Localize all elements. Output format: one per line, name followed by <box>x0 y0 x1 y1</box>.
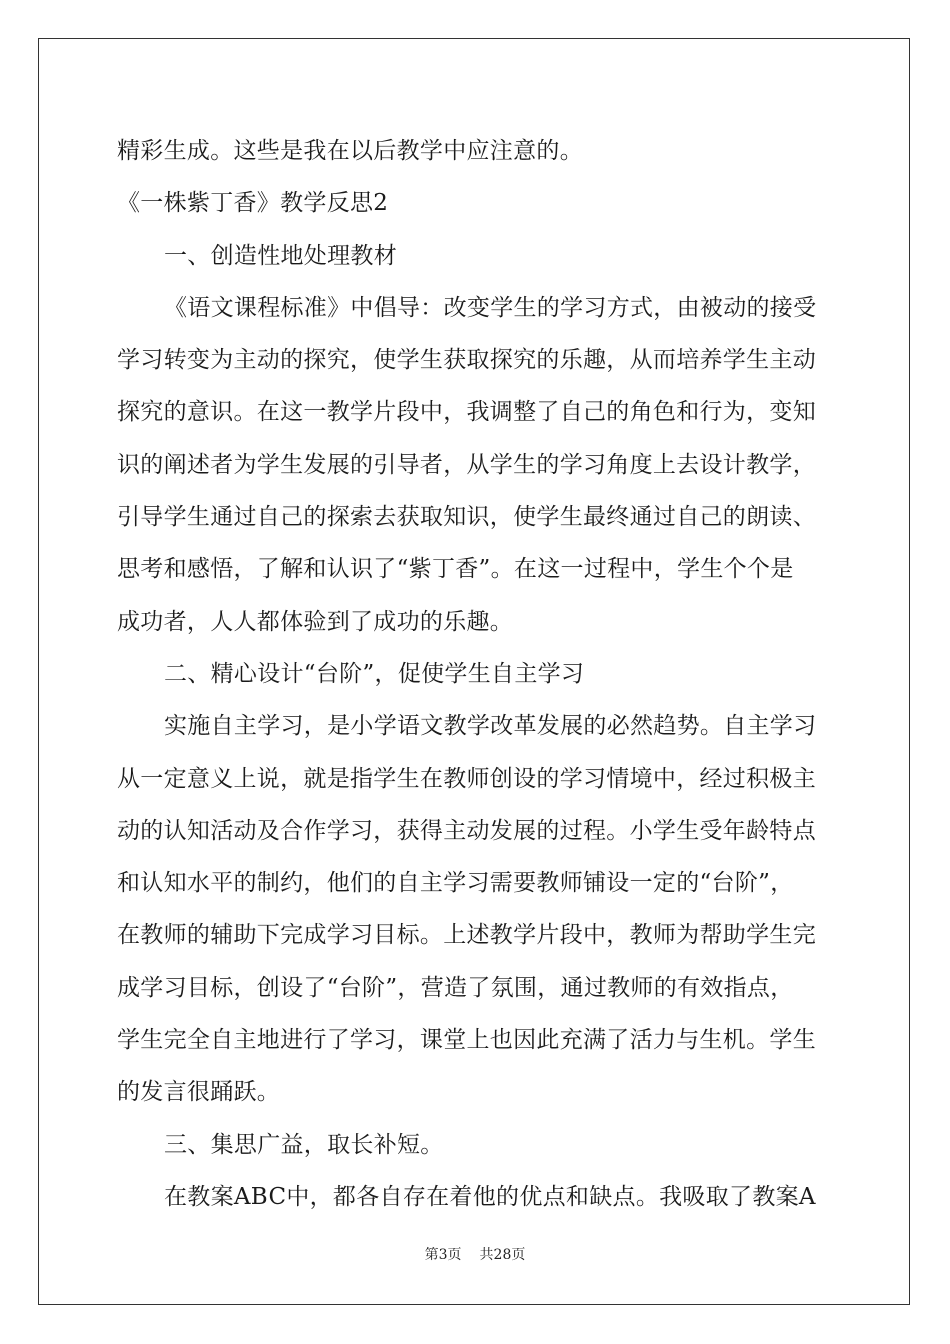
heading-1: 一、创造性地处理教材 <box>164 242 397 269</box>
paragraph-line: 动的认知活动及合作学习，获得主动发展的过程。小学生受年龄特点 <box>117 817 816 844</box>
paragraph-line: 成学习目标，创设了“台阶”，营造了氛围，通过教师的有效指点， <box>117 974 794 1001</box>
paragraph-line: 《语文课程标准》中倡导：改变学生的学习方式，由被动的接受 <box>164 294 817 321</box>
section-title: 《一株紫丁香》教学反思2 <box>117 190 389 217</box>
paragraph-line: 成功者，人人都体验到了成功的乐趣。 <box>117 608 514 635</box>
document-body <box>117 125 835 1223</box>
paragraph-line: 探究的意识。在这一教学片段中，我调整了自己的角色和行为，变知 <box>117 399 816 426</box>
paragraph-line: 实施自主学习，是小学语文教学改革发展的必然趋势。自主学习 <box>164 713 817 740</box>
text-line-1: 精彩生成。这些是我在以后教学中应注意的。 <box>117 138 583 164</box>
paragraph-line: 和认知水平的制约，他们的自主学习需要教师铺设一定的“台阶”， <box>117 870 794 897</box>
heading-2: 二、精心设计“台阶”，促使学生自主学习 <box>164 660 585 687</box>
paragraph-line: 在教案ABC中，都各自存在着他的优点和缺点。我吸取了教案A <box>164 1183 816 1210</box>
paragraph-line: 在教师的辅助下完成学习目标。上述教学片段中，教师为帮助学生完 <box>117 922 816 949</box>
paragraph-line: 学习转变为主动的探究，使学生获取探究的乐趣，从而培养学生主动 <box>117 347 816 374</box>
page-footer <box>0 1244 950 1264</box>
paragraph-line: 的发言很踊跃。 <box>117 1079 281 1106</box>
page-number: 第3页 <box>424 1247 462 1263</box>
page-total: 共28页 <box>479 1247 526 1263</box>
paragraph-line: 识的阐述者为学生发展的引导者，从学生的学习角度上去设计教学， <box>117 451 816 478</box>
paragraph-line: 思考和感悟，了解和认识了“紫丁香”。在这一过程中，学生个个是 <box>117 556 794 583</box>
paragraph-line: 从一定意义上说，就是指学生在教师创设的学习情境中，经过积极主 <box>117 765 816 792</box>
paragraph-line: 学生完全自主地进行了学习，课堂上也因此充满了活力与生机。学生 <box>117 1027 816 1054</box>
heading-3: 三、集思广益，取长补短。 <box>164 1131 444 1158</box>
paragraph-line: 引导学生通过自己的探索去获取知识，使学生最终通过自己的朗读、 <box>117 504 816 531</box>
